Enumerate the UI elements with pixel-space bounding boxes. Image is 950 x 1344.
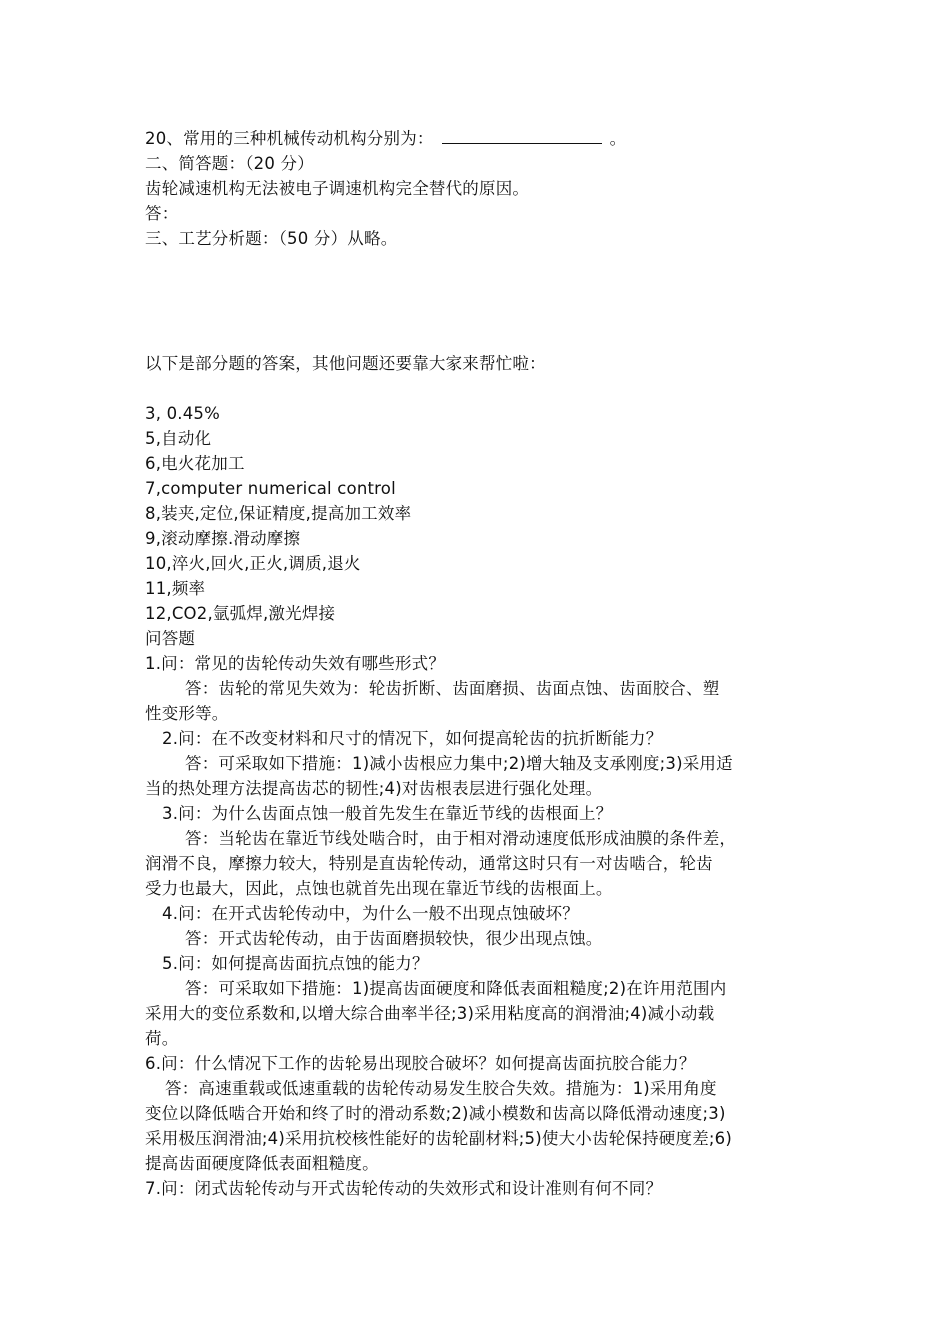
answer-item: 11,频率 bbox=[145, 579, 206, 598]
section-3-heading: 三、工艺分析题：（50 分）从略。 bbox=[145, 229, 398, 248]
qa-answer-line: 变位以降低啮合开始和终了时的滑动系数;2)减小模数和齿高以降低滑动速度;3) bbox=[145, 1104, 726, 1123]
qa-answer-line: 当的热处理方法提高齿芯的韧性;4)对齿根表层进行强化处理。 bbox=[145, 779, 603, 798]
section-2-heading: 二、简答题：（20 分） bbox=[145, 154, 314, 173]
section-2-question: 齿轮减速机构无法被电子调速机构完全替代的原因。 bbox=[145, 179, 530, 198]
qa-answer-line: 采用极压润滑油;4)采用抗校核性能好的齿轮副材料;5)使大小齿轮保持硬度差;6) bbox=[145, 1129, 732, 1148]
qa-answer-line: 答：齿轮的常见失效为：轮齿折断、齿面磨损、齿面点蚀、齿面胶合、塑 bbox=[185, 679, 720, 698]
answer-item: 6,电火花加工 bbox=[145, 454, 245, 473]
answer-label: 答： bbox=[145, 204, 179, 223]
qa-question: 6.问：什么情况下工作的齿轮易出现胶合破坏？如何提高齿面抗胶合能力？ bbox=[145, 1054, 696, 1073]
answer-item: 7,computer numerical control bbox=[145, 479, 396, 498]
answer-item: 3, 0.45% bbox=[145, 404, 221, 423]
qa-answer-line: 润滑不良，摩擦力较大，特别是直齿轮传动，通常这时只有一对齿啮合，轮齿 bbox=[145, 854, 713, 873]
qa-question: 7.问：闭式齿轮传动与开式齿轮传动的失效形式和设计准则有何不同？ bbox=[145, 1179, 663, 1198]
qa-answer-line: 答：可采取如下措施：1)减小齿根应力集中;2)增大轴及支承刚度;3)采用适 bbox=[185, 754, 733, 773]
qa-question: 1.问：常见的齿轮传动失效有哪些形式？ bbox=[145, 654, 446, 673]
qa-answer-line: 答：开式齿轮传动，由于齿面磨损较快，很少出现点蚀。 bbox=[185, 929, 603, 948]
qa-answer-line: 采用大的变位系数和,以增大综合曲率半径;3)采用粘度高的润滑油;4)减小动载 bbox=[145, 1004, 715, 1023]
qa-answer-line: 答：高速重载或低速重载的齿轮传动易发生胶合失效。措施为：1)采用角度 bbox=[165, 1079, 717, 1098]
qa-answer-line: 荷。 bbox=[145, 1029, 179, 1048]
qa-answer-line: 性变形等。 bbox=[145, 704, 229, 723]
qa-heading: 问答题 bbox=[145, 629, 196, 648]
qa-answer-line: 提高齿面硬度降低表面粗糙度。 bbox=[145, 1154, 379, 1173]
qa-question: 2.问：在不改变材料和尺寸的情况下，如何提高轮齿的抗折断能力？ bbox=[162, 729, 663, 748]
qa-answer-line: 受力也最大，因此，点蚀也就首先出现在靠近节线的齿根面上。 bbox=[145, 879, 613, 898]
qa-answer-line: 答：当轮齿在靠近节线处啮合时，由于相对滑动速度低形成油膜的条件差， bbox=[185, 829, 737, 848]
answer-item: 9,滚动摩擦.滑动摩擦 bbox=[145, 529, 301, 548]
answer-blank-line bbox=[442, 129, 602, 144]
qa-question: 3.问：为什么齿面点蚀一般首先发生在靠近节线的齿根面上？ bbox=[162, 804, 613, 823]
qa-question: 4.问：在开式齿轮传动中，为什么一般不出现点蚀破坏？ bbox=[162, 904, 579, 923]
answer-item: 5,自动化 bbox=[145, 429, 212, 448]
answer-item: 10,淬火,回火,正火,调质,退火 bbox=[145, 554, 361, 573]
intro-text: 以下是部分题的答案，其他问题还要靠大家来帮忙啦： bbox=[145, 354, 546, 373]
answer-item: 8,装夹,定位,保证精度,提高加工效率 bbox=[145, 504, 412, 523]
answer-item: 12,CO2,氩弧焊,激光焊接 bbox=[145, 604, 336, 623]
qa-question: 5.问：如何提高齿面抗点蚀的能力？ bbox=[162, 954, 429, 973]
question-20: 20、常用的三种机械传动机构分别为： 。 bbox=[145, 129, 627, 148]
qa-answer-line: 答：可采取如下措施：1)提高齿面硬度和降低表面粗糙度;2)在许用范围内 bbox=[185, 979, 727, 998]
